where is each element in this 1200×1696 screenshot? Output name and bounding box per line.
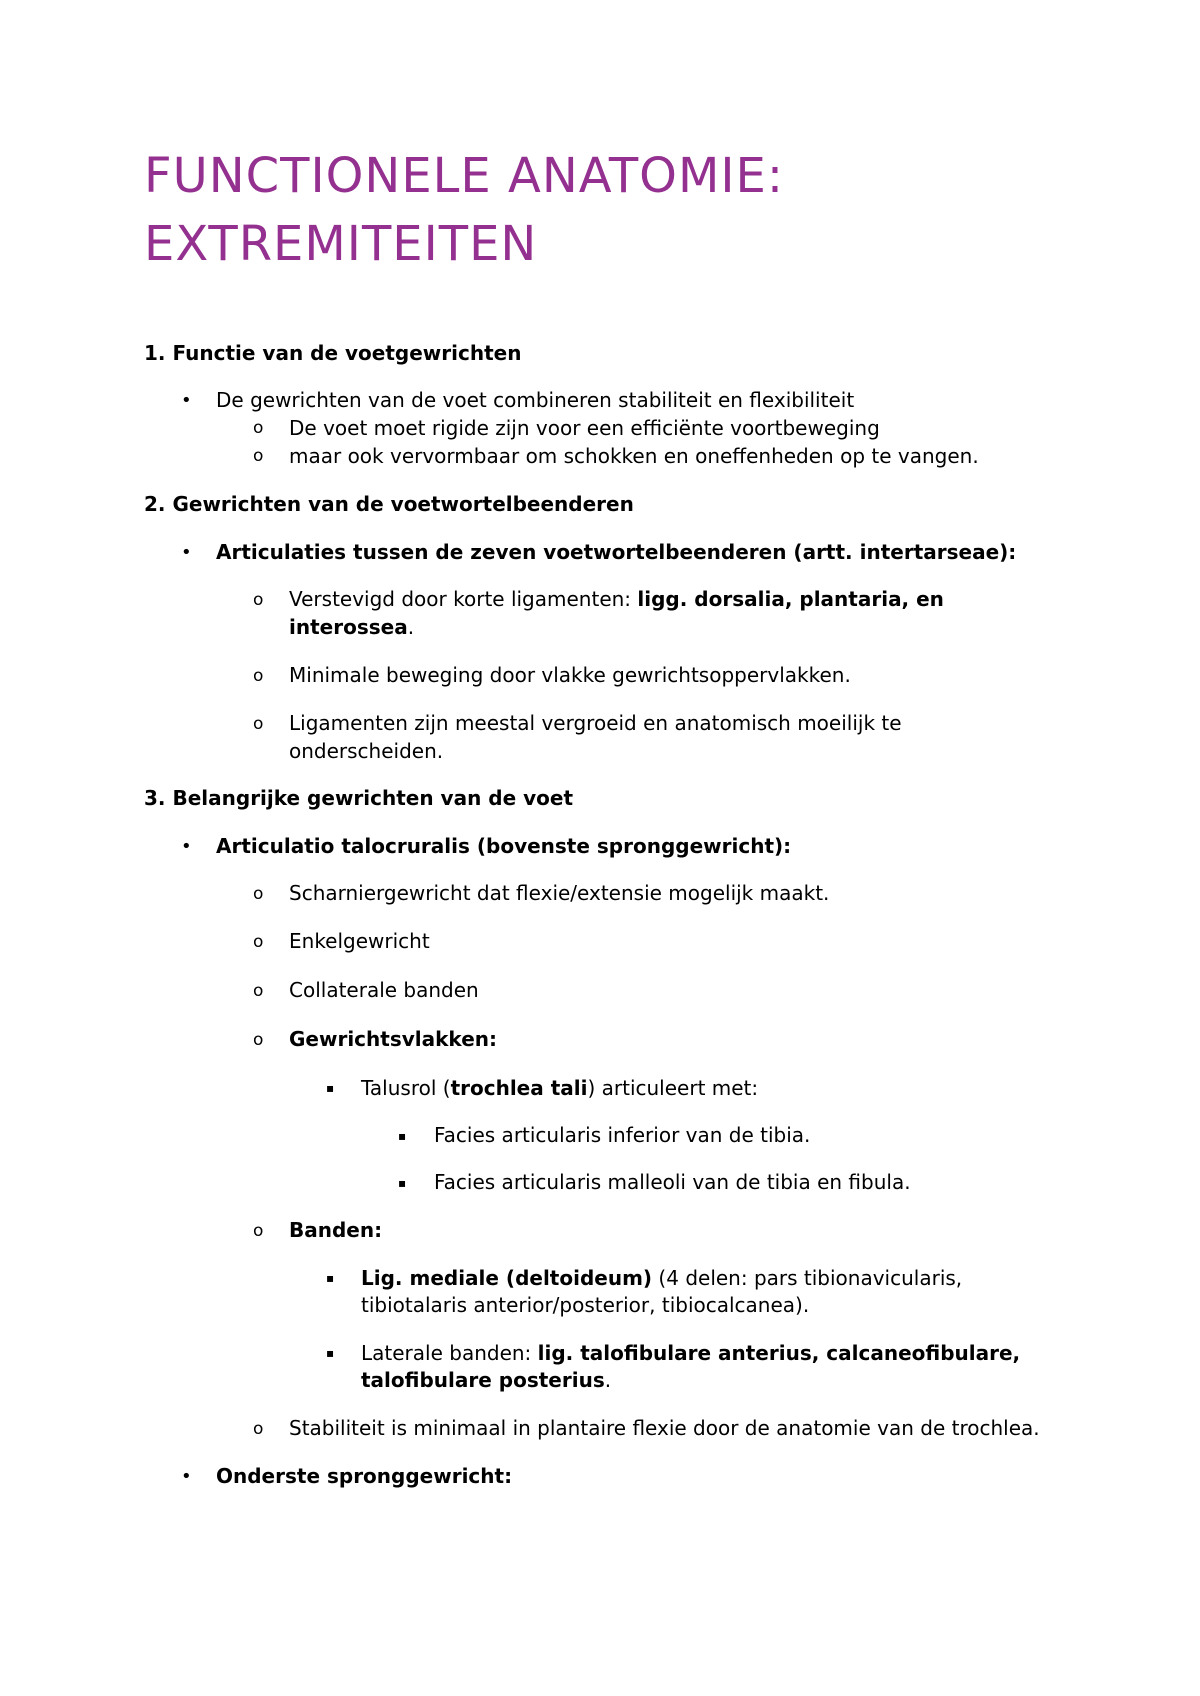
s2-bullet-1a-line2 <box>289 613 414 641</box>
circle-bullet-icon: o <box>253 1419 264 1439</box>
s3-bullet-1d1a: Facies articularis inferior van de tibia. <box>434 1123 811 1147</box>
circle-bullet-icon: o <box>253 418 264 438</box>
s2-bullet-1a-end: . <box>407 615 415 639</box>
s2-bullet-1: Articulaties tussen de zeven voetwortelbeenderen (artt. intertarseae): <box>216 540 1017 564</box>
s3-bullet-1e2-line2 <box>361 1366 611 1394</box>
s3-bullet-1d1-pre: Talusrol ( <box>361 1076 451 1100</box>
circle-bullet-icon: o <box>253 714 264 734</box>
circle-bullet-icon: o <box>253 666 264 686</box>
s2-bullet-1b: Minimale beweging door vlakke gewrichtsoppervlakken. <box>289 663 851 687</box>
disc-bullet-icon: • <box>181 390 192 411</box>
section-1-heading: 1. Functie van de voetgewrichten <box>144 341 522 365</box>
square-bullet-icon: ▪ <box>398 1176 407 1190</box>
s3-bullet-1e2-end: . <box>604 1368 612 1392</box>
s3-bullet-1e1-line2: tibiotalaris anterior/posterior, tibiocalcanea). <box>361 1293 810 1317</box>
s2-bullet-1a-text: Verstevigd door korte ligamenten: <box>289 587 638 611</box>
s3-bullet-2: Onderste spronggewricht: <box>216 1464 513 1488</box>
circle-bullet-icon: o <box>253 932 264 952</box>
s1-bullet-1b: maar ook vervormbaar om schokken en oneffenheden op te vangen. <box>289 444 979 468</box>
s3-bullet-1e2 <box>361 1339 1020 1367</box>
s3-bullet-1e2-bold2: talofibulare posterius <box>361 1368 605 1392</box>
s3-bullet-1d1-bold: trochlea tali <box>450 1076 588 1100</box>
circle-bullet-icon: o <box>253 590 264 610</box>
square-bullet-icon: ▪ <box>398 1129 407 1143</box>
square-bullet-icon: ▪ <box>326 1346 335 1360</box>
square-bullet-icon: ▪ <box>326 1081 335 1095</box>
s2-bullet-1a <box>289 585 944 613</box>
disc-bullet-icon: • <box>181 836 192 857</box>
circle-bullet-icon: o <box>253 884 264 904</box>
s3-bullet-1d: Gewrichtsvlakken: <box>289 1027 497 1051</box>
s2-bullet-1a-bold: ligg. dorsalia, plantaria, en <box>637 587 944 611</box>
s3-bullet-1b: Enkelgewricht <box>289 929 430 953</box>
disc-bullet-icon: • <box>181 1466 192 1487</box>
s3-bullet-1d1 <box>361 1074 758 1102</box>
s2-bullet-1a-bold2: interossea <box>289 615 408 639</box>
s3-bullet-1d1b: Facies articularis malleoli van de tibia en fibula. <box>434 1170 911 1194</box>
s3-bullet-1e1-post: (4 delen: pars tibionavicularis, <box>652 1266 963 1290</box>
s3-bullet-1f: Stabiliteit is minimaal in plantaire flexie door de anatomie van de trochlea. <box>289 1416 1040 1440</box>
document-title <box>144 142 1144 278</box>
s3-bullet-1e1-bold: Lig. mediale (deltoideum) <box>361 1266 653 1290</box>
title-line-1: FUNCTIONELE ANATOMIE: <box>144 148 785 204</box>
s3-bullet-1: Articulatio talocruralis (bovenste spronggewricht): <box>216 834 792 858</box>
s3-bullet-1e2-bold: lig. talofibulare anterius, calcaneofibulare, <box>537 1341 1021 1365</box>
circle-bullet-icon: o <box>253 1030 264 1050</box>
s1-bullet-1a: De voet moet rigide zijn voor een efficiënte voortbeweging <box>289 416 880 440</box>
s3-bullet-1e: Banden: <box>289 1218 383 1242</box>
s1-bullet-1: De gewrichten van de voet combineren stabiliteit en flexibiliteit <box>216 388 855 412</box>
s3-bullet-1e2-pre: Laterale banden: <box>361 1341 538 1365</box>
s2-bullet-1c: Ligamenten zijn meestal vergroeid en anatomisch moeilijk te <box>289 711 902 735</box>
circle-bullet-icon: o <box>253 446 264 466</box>
square-bullet-icon: ▪ <box>326 1271 335 1285</box>
circle-bullet-icon: o <box>253 1221 264 1241</box>
section-2-heading: 2. Gewrichten van de voetwortelbeenderen <box>144 492 634 516</box>
section-3-heading: 3. Belangrijke gewrichten van de voet <box>144 786 574 810</box>
s2-bullet-1c-line2: onderscheiden. <box>289 739 444 763</box>
s3-bullet-1e1 <box>361 1264 962 1292</box>
s3-bullet-1c: Collaterale banden <box>289 978 479 1002</box>
disc-bullet-icon: • <box>181 542 192 563</box>
title-line-2: EXTREMITEITEN <box>144 216 538 272</box>
circle-bullet-icon: o <box>253 981 264 1001</box>
s3-bullet-1d1-post: ) articuleert met: <box>587 1076 759 1100</box>
s3-bullet-1a: Scharniergewricht dat flexie/extensie mogelijk maakt. <box>289 881 830 905</box>
